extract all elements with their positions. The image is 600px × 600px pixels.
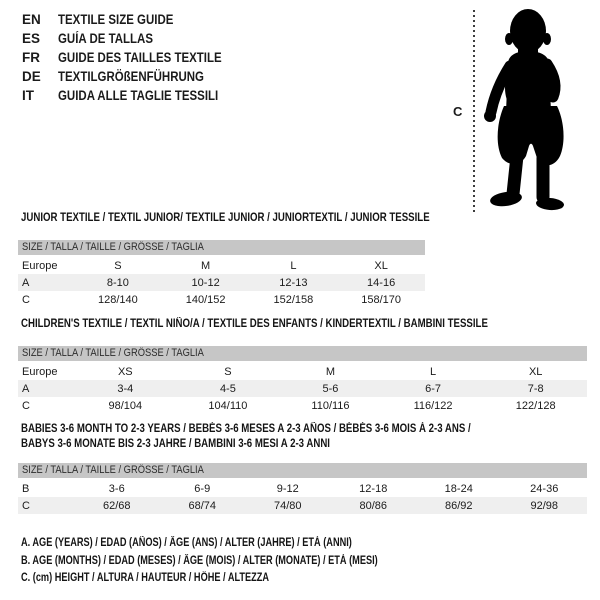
footnote-line: A. AGE (YEARS) / EDAD (AÑOS) / ÂGE (ANS) / ALTER (JAHRE) / ETÀ (ANNI) bbox=[21, 537, 352, 549]
language-code: DE bbox=[22, 69, 41, 84]
height-measure-line bbox=[473, 10, 475, 212]
footnote-line: B. AGE (MONTHS) / EDAD (MESES) / ÂGE (MOIS) / ALTER (MONATE) / ETÀ (MESI) bbox=[21, 554, 378, 567]
table-row bbox=[18, 257, 425, 274]
language-row bbox=[22, 67, 251, 86]
language-title: GUÍA DE TALLAS bbox=[58, 31, 153, 46]
row-label: A bbox=[22, 382, 30, 395]
section-title-line: BABYS 3-6 MONATE BIS 2-3 JAHRE / BAMBINI 3-6 MESI A 2-3 ANNI bbox=[21, 438, 330, 450]
size-value: 110/116 bbox=[311, 399, 350, 412]
table-row bbox=[18, 274, 425, 291]
childrens-size-table bbox=[18, 363, 587, 414]
babies-table-wrap bbox=[18, 463, 587, 514]
table-row bbox=[18, 397, 587, 414]
section-title-line: CHILDREN'S TEXTILE / TEXTIL NIÑO/A / TEXTILE DES ENFANTS / KINDERTEXTIL / BAMBINI TESSILE bbox=[21, 318, 488, 330]
size-value: 6-7 bbox=[425, 382, 442, 395]
table-row bbox=[18, 291, 425, 308]
footnote-legend bbox=[21, 535, 467, 588]
junior-table-wrap bbox=[18, 240, 425, 308]
size-value: 8-10 bbox=[106, 276, 129, 289]
size-value: 62/68 bbox=[102, 499, 131, 512]
table-row bbox=[18, 363, 587, 380]
language-code: ES bbox=[22, 31, 41, 46]
size-header-bar: SIZE / TALLA / TAILLE / GRÖSSE / TAGLIA bbox=[18, 240, 425, 255]
size-value: M bbox=[325, 365, 336, 378]
language-title-list bbox=[22, 10, 251, 105]
size-value: M bbox=[201, 259, 211, 272]
babies-size-table bbox=[18, 480, 587, 514]
size-value: 86/92 bbox=[444, 499, 473, 512]
size-value: 158/170 bbox=[361, 293, 401, 306]
language-title: TEXTILE SIZE GUIDE bbox=[58, 12, 174, 27]
section-junior-textile bbox=[18, 211, 587, 308]
size-value: 68/74 bbox=[188, 499, 217, 512]
size-header-bar: SIZE / TALLA / TAILLE / GRÖSSE / TAGLIA bbox=[18, 463, 587, 478]
row-label: Europe bbox=[22, 365, 58, 378]
size-value: S bbox=[224, 365, 232, 378]
size-value: 80/86 bbox=[359, 499, 388, 512]
size-value: 24-36 bbox=[530, 482, 559, 495]
section-childrens-textile bbox=[18, 317, 587, 414]
language-title: TEXTILGRÖßENFÜHRUNG bbox=[58, 69, 204, 84]
table-row bbox=[18, 380, 587, 397]
footnote-line: C. (cm) HEIGHT / ALTURA / HAUTEUR / HÖHE / ALTEZZA bbox=[21, 572, 270, 584]
size-value: 14-16 bbox=[367, 276, 396, 289]
size-value: 3-4 bbox=[117, 382, 134, 395]
size-value: 10-12 bbox=[191, 276, 220, 289]
size-value: 9-12 bbox=[276, 482, 299, 495]
size-value: L bbox=[290, 259, 297, 272]
language-row bbox=[22, 10, 251, 29]
row-label: C bbox=[22, 293, 30, 306]
size-value: 104/110 bbox=[208, 399, 248, 412]
section-title bbox=[21, 422, 587, 452]
section-title bbox=[21, 317, 587, 332]
section-babies-textile bbox=[18, 422, 587, 514]
size-value: XL bbox=[374, 259, 388, 272]
childrens-table-wrap bbox=[18, 346, 587, 414]
height-measure-label: C bbox=[453, 104, 463, 119]
language-title: GUIDA ALLE TAGLIE TESSILI bbox=[58, 88, 219, 103]
language-title: GUIDE DES TAILLES TEXTILE bbox=[58, 50, 222, 65]
row-label: B bbox=[22, 482, 30, 495]
row-label: Europe bbox=[22, 259, 58, 272]
section-title-line: JUNIOR TEXTILE / TEXTIL JUNIOR/ TEXTILE JUNIOR / JUNIORTEXTIL / JUNIOR TESSILE bbox=[21, 212, 430, 224]
language-row bbox=[22, 86, 251, 105]
language-row bbox=[22, 29, 251, 48]
size-value: 5-6 bbox=[322, 382, 339, 395]
size-value: 7-8 bbox=[527, 382, 544, 395]
language-row bbox=[22, 48, 251, 67]
size-value: 116/122 bbox=[413, 399, 453, 412]
size-value: L bbox=[430, 365, 437, 378]
size-header-bar: SIZE / TALLA / TAILLE / GRÖSSE / TAGLIA bbox=[18, 346, 587, 361]
size-value: 98/104 bbox=[108, 399, 143, 412]
language-code: EN bbox=[22, 12, 41, 27]
row-label: C bbox=[22, 399, 30, 412]
section-title bbox=[21, 211, 587, 226]
size-value: 3-6 bbox=[108, 482, 125, 495]
size-value: 152/158 bbox=[273, 293, 314, 306]
size-value: 128/140 bbox=[97, 293, 138, 306]
size-value: XL bbox=[528, 365, 543, 378]
size-value: S bbox=[114, 259, 122, 272]
size-value: 74/80 bbox=[273, 499, 302, 512]
size-value: 4-5 bbox=[219, 382, 236, 395]
table-row bbox=[18, 480, 587, 497]
row-label: A bbox=[22, 276, 30, 289]
size-value: XS bbox=[117, 365, 133, 378]
size-value: 122/128 bbox=[515, 399, 556, 412]
section-title-line: BABIES 3-6 MONTH TO 2-3 YEARS / BEBÉS 3-6 MESES A 2-3 AÑOS / BÉBÉS 3-6 MOIS À 2-3 ANS / bbox=[21, 423, 471, 435]
size-value: 12-13 bbox=[279, 276, 308, 289]
table-row bbox=[18, 497, 587, 514]
size-value: 18-24 bbox=[444, 482, 473, 495]
language-code: FR bbox=[22, 50, 40, 65]
size-value: 12-18 bbox=[359, 482, 388, 495]
junior-size-table bbox=[18, 257, 425, 308]
row-label: C bbox=[22, 499, 30, 512]
size-value: 140/152 bbox=[185, 293, 226, 306]
size-value: 92/98 bbox=[530, 499, 559, 512]
baby-silhouette-icon bbox=[480, 0, 600, 215]
size-value: 6-9 bbox=[194, 482, 211, 495]
language-code: IT bbox=[22, 88, 34, 103]
